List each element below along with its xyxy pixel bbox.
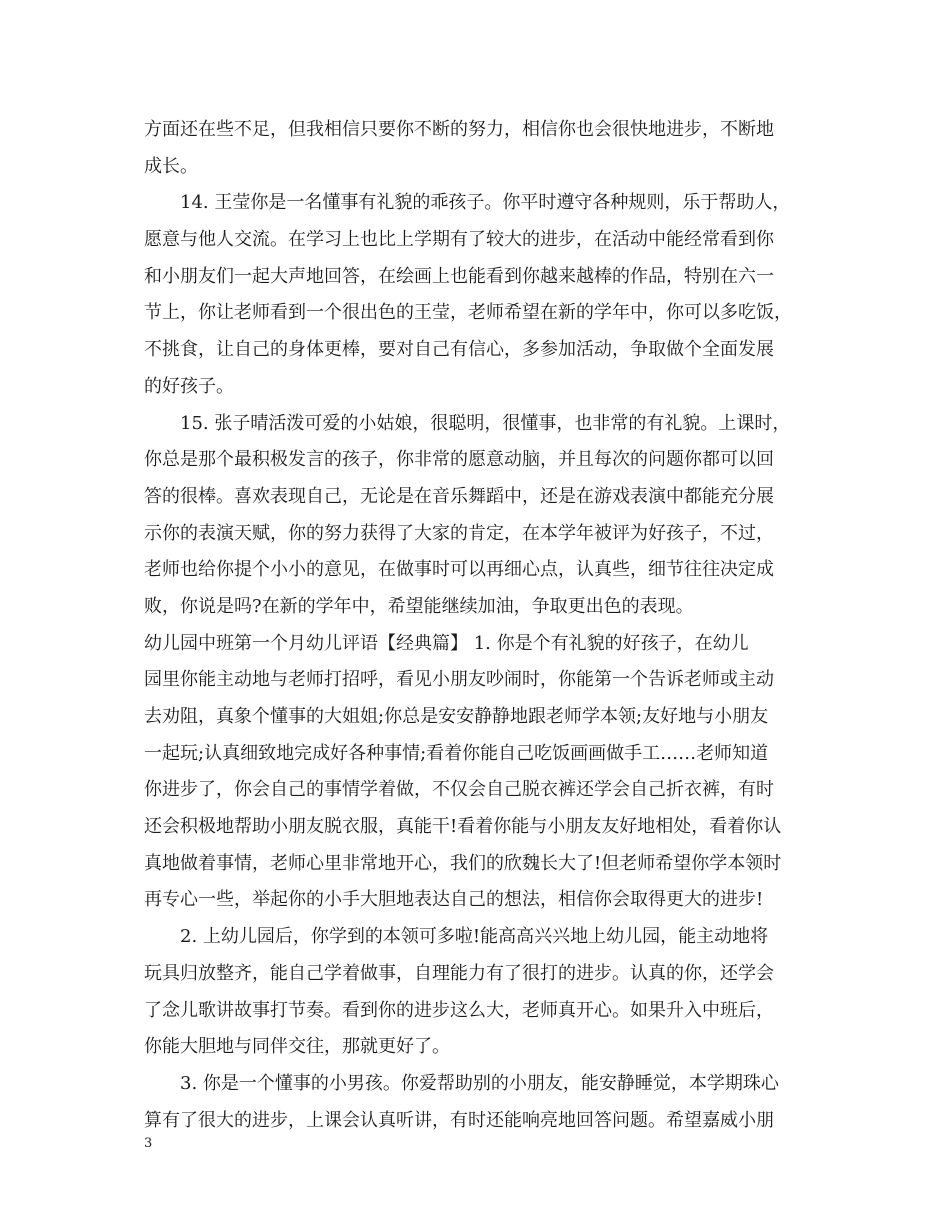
text-line: 你进步了，你会自己的事情学着做，不仅会自己脱衣裤还学会自己折衣裤，有时 — [144, 779, 774, 801]
text-line: 再专心一些，举起你的小手大胆地表达自己的想法，相信你会取得更大的进步! — [144, 889, 764, 911]
text-line: 了念儿歌讲故事打节奏。看到你的进步这么大，老师真开心。如果升入中班后， — [144, 999, 774, 1021]
text-line: 方面还在些不足，但我相信只要你不断的努力，相信你也会很快地进步，不断地 — [144, 119, 774, 140]
text-line: 的好孩子。 — [144, 375, 234, 397]
text-line: 还会积极地帮助小朋友脱衣服，真能干!看着你能与小朋友友好地相处，看着你认 — [144, 816, 782, 838]
text-line: 败，你说是吗?在新的学年中，希望能继续加油，争取更出色的表现。 — [144, 595, 694, 617]
text-line: 园里你能主动地与老师打招呼，看见小朋友吵闹时，你能第一个告诉老师或主动 — [144, 669, 774, 691]
text-line: 真地做着事情，老师心里非常地开心，我们的欣魏长大了!但老师希望你学本领时 — [144, 852, 782, 874]
text-line: 和小朋友们一起大声地回答，在绘画上也能看到你越来越棒的作品，特别在六一 — [144, 265, 774, 287]
text-line: 节上，你让老师看到一个很出色的王莹，老师希望在新的学年中，你可以多吃饭， — [144, 302, 792, 324]
text-line: 3. 你是一个懂事的小男孩。你爱帮助别的小朋友，能安静睡觉，本学期珠心 — [180, 1072, 779, 1094]
text-line: 2. 上幼儿园后，你学到的本领可多啦!能高高兴兴地上幼儿园，能主动地将 — [180, 926, 769, 948]
text-line: 玩具归放整齐，能自己学着做事，自理能力有了很打的进步。认真的你，还学会 — [144, 962, 774, 984]
text-line: 幼儿园中班第一个月幼儿评语【经典篇】 1. 你是个有礼貌的好孩子，在幼儿 — [144, 632, 749, 654]
text-line: 15. 张子晴活泼可爱的小姑娘，很聪明，很懂事，也非常的有礼貌。上课时， — [180, 412, 791, 434]
text-line: 一起玩;认真细致地完成好各种事情;看着你能自己吃饭画画做手工……老师知道 — [144, 742, 769, 764]
text-line: 不挑食，让自己的身体更棒，要对自己有信心，多参加活动，争取做个全面发展 — [144, 339, 774, 361]
text-line: 你能大胆地与同伴交往，那就更好了。 — [144, 1036, 450, 1058]
text-line: 你总是那个最积极发言的孩子，你非常的愿意动脑，并且每次的问题你都可以回 — [144, 449, 774, 471]
page-number: 3 — [144, 1136, 153, 1151]
text-line: 成长。 — [144, 155, 198, 177]
text-line: 去劝阻，真象个懂事的大姐姐;你总是安安静静地跟老师学本领;友好地与小朋友 — [144, 706, 769, 727]
text-line: 愿意与他人交流。在学习上也比上学期有了较大的进步，在活动中能经常看到你 — [144, 229, 774, 251]
text-line: 算有了很大的进步，上课会认真听讲，有时还能响亮地回答问题。希望嘉威小朋 — [144, 1109, 774, 1131]
text-line: 示你的表演天赋，你的努力获得了大家的肯定，在本学年被评为好孩子，不过， — [144, 522, 774, 544]
text-line: 答的很棒。喜欢表现自己，无论是在音乐舞蹈中，还是在游戏表演中都能充分展 — [144, 485, 774, 507]
text-line: 老师也给你提个小小的意见，在做事时可以再细心点，认真些，细节往往决定成 — [144, 559, 774, 581]
text-line: 14. 王莹你是一名懂事有礼貌的乖孩子。你平时遵守各种规则，乐于帮助人， — [180, 192, 791, 214]
document-body — [144, 112, 808, 1139]
